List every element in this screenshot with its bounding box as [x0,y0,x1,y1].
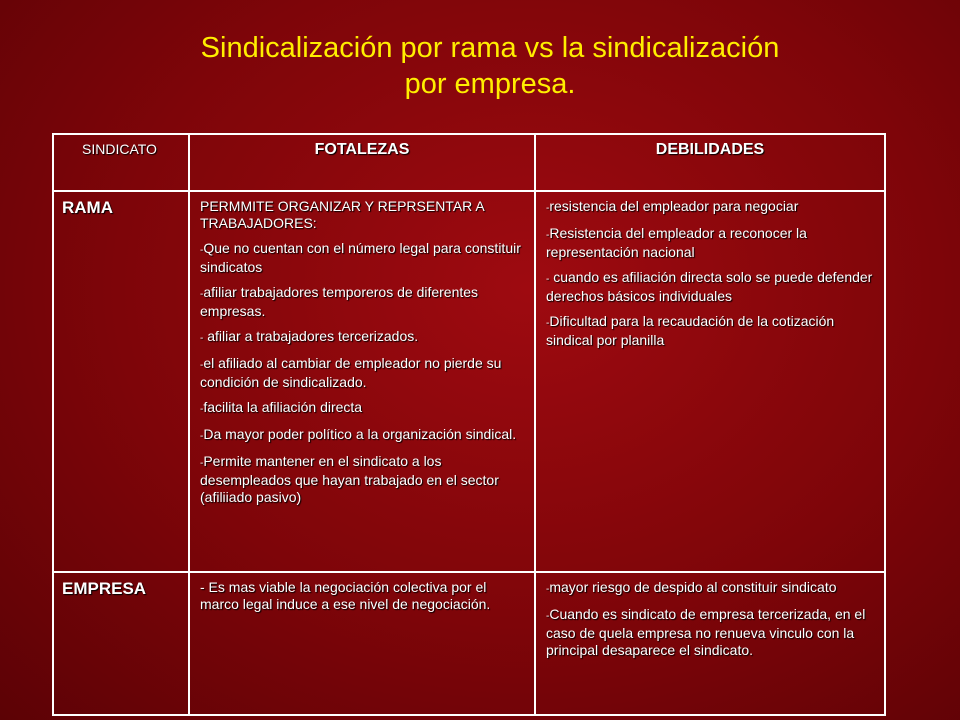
list-item: -resistencia del empleador para negociar [546,198,799,214]
title-line-1: Sindicalización por rama vs la sindicalización [200,32,780,64]
list-item: -Permite mantener en el sindicato a los desempleados que hayan trabajado en el sector (afiliiado pasivo) [200,453,499,505]
table-row-rama [53,191,885,572]
row-label-rama: RAMA [53,191,189,572]
list-item: -Cuando es sindicato de empresa tercerizada, en el caso de quela empresa no renueva vinculo con la principal desaparece el sindicato. [546,606,866,658]
header-sindicato: SINDICATO [53,134,189,191]
empresa-fortalezas-text: - Es mas viable la negociación colectiva por el marco legal induce a ese nivel de negociación. [200,579,491,612]
rama-fortalezas-intro: PERMMITE ORGANIZAR Y REPRSENTAR A TRABAJADORES: [200,198,484,231]
list-item: -Da mayor poder político a la organización sindical. [200,426,517,442]
empresa-fortalezas-cell [189,572,535,715]
list-item: -mayor riesgo de despido al constituir sindicato [546,579,837,595]
rama-debilidades-cell [535,191,885,572]
page-title [60,30,920,102]
list-item: -facilita la afiliación directa [200,399,363,415]
list-item: - afiliar a trabajadores tercerizados. [200,328,419,344]
list-item: -Dificultad para la recaudación de la cotización sindical por planilla [546,313,835,348]
list-item: -Resistencia del empleador a reconocer la representación nacional [546,225,807,260]
title-line-2: por empresa. [404,68,576,100]
empresa-debilidades-cell [535,572,885,715]
header-debilidades: DEBILIDADES [535,134,885,191]
list-item: -Que no cuentan con el número legal para constituir sindicatos [200,240,521,275]
comparison-table [52,133,886,716]
list-item: -afiliar trabajadores temporeros de diferentes empresas. [200,284,479,319]
row-label-empresa: EMPRESA [53,572,189,715]
rama-fortalezas-cell [189,191,535,572]
list-item: -el afiliado al cambiar de empleador no pierde su condición de sindicalizado. [200,355,502,390]
table-header-row [53,134,885,191]
list-item: - cuando es afiliación directa solo se puede defender derechos básicos individuales [546,269,873,304]
header-fortalezas: FOTALEZAS [189,134,535,191]
table-row-empresa [53,572,885,715]
